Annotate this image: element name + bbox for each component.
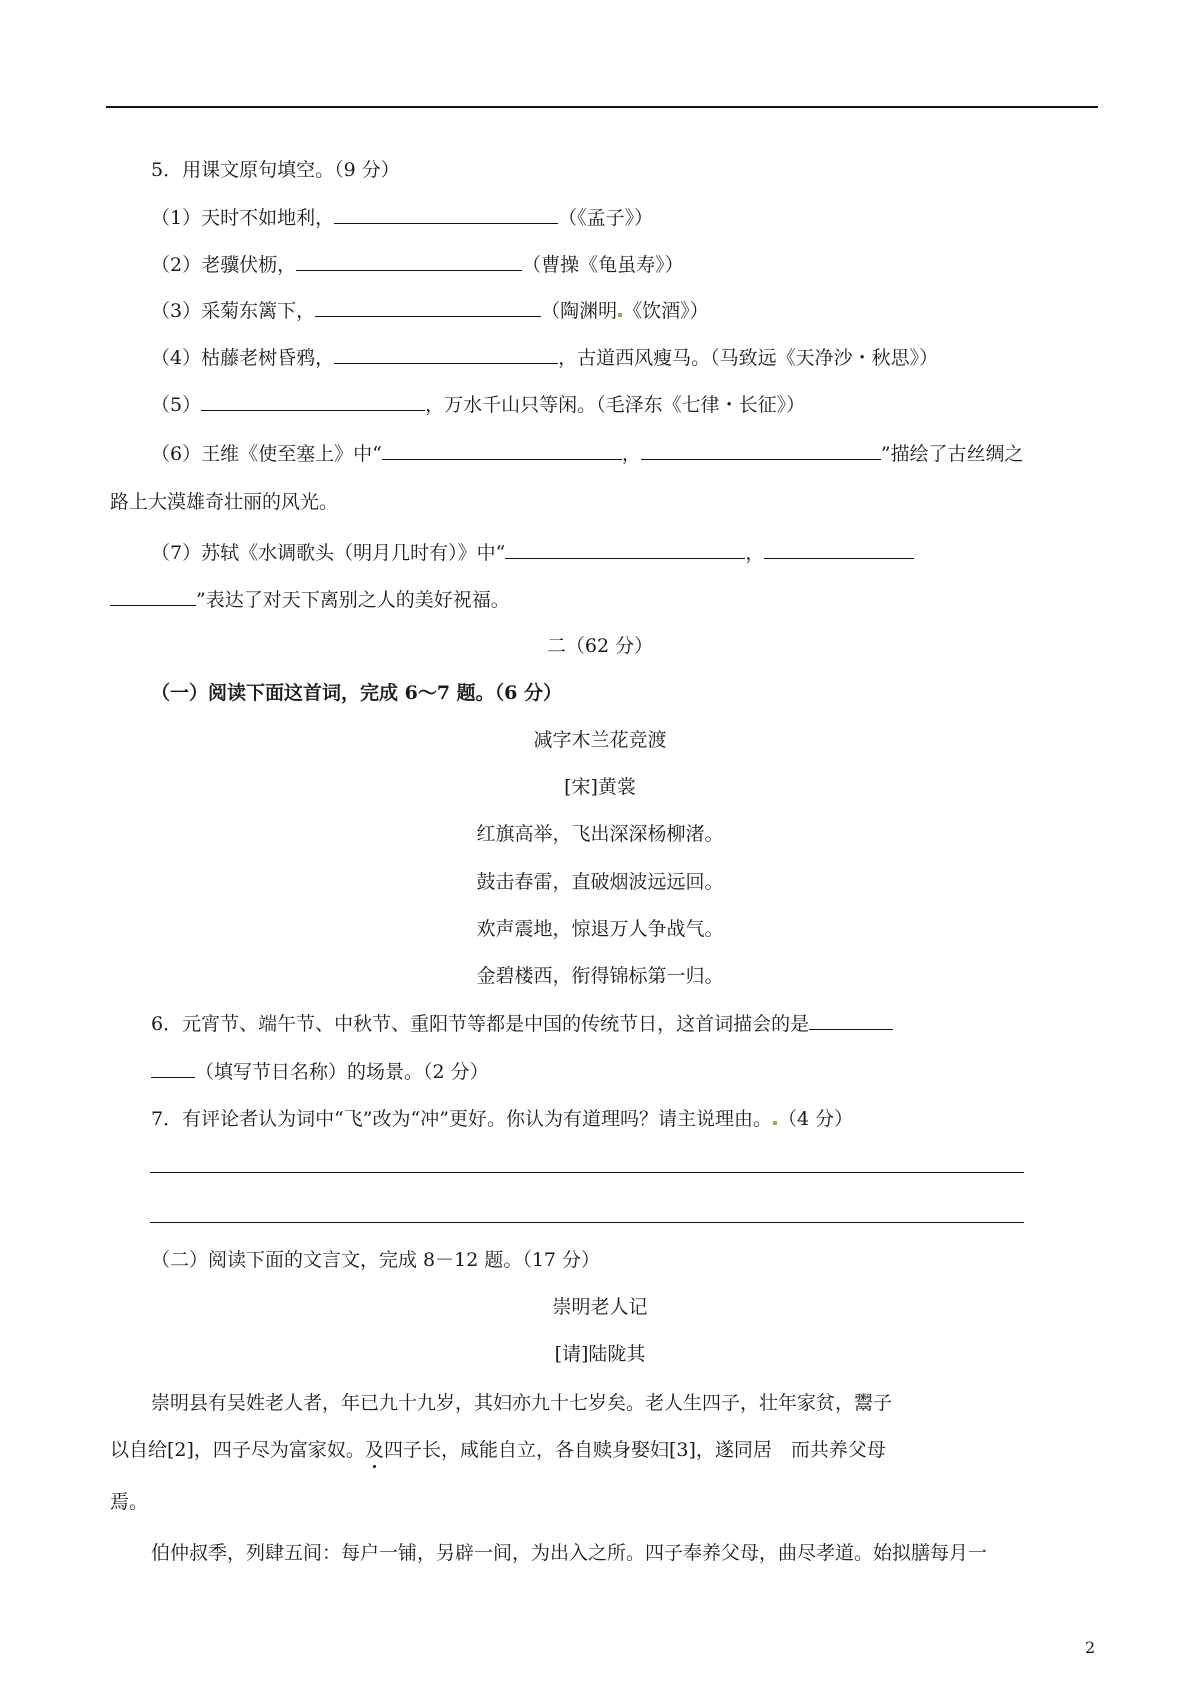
question-7: 7．有评论者认为词中“飞”改为“冲”更好。你认为有道理吗？请主说理由。 （4 分） bbox=[151, 1108, 854, 1130]
q5-item-6-continued: 路上大漠雄奇壮丽的风光。 bbox=[110, 491, 339, 513]
answer-blank[interactable] bbox=[201, 392, 425, 411]
passage-author: [请]陆陇其 bbox=[554, 1343, 646, 1365]
stray-mark bbox=[618, 313, 622, 317]
emphasis-char: 及 bbox=[364, 1439, 384, 1461]
answer-blank[interactable] bbox=[505, 540, 745, 559]
passage-title: 崇明老人记 bbox=[552, 1296, 648, 1318]
poem-title: 减字木兰花竞渡 bbox=[533, 729, 667, 751]
answer-blank[interactable] bbox=[296, 252, 522, 271]
answer-line[interactable] bbox=[150, 1172, 1024, 1173]
q5-item-6: （6）王维《使至塞上》中“ ， ”描绘了古丝绸之 bbox=[151, 443, 1024, 465]
stray-mark bbox=[773, 1121, 777, 1125]
reading-1-heading: （一）阅读下面这首词，完成 6～7 题。（6 分） bbox=[151, 682, 563, 704]
answer-blank[interactable] bbox=[764, 540, 914, 559]
question-6: 6．元宵节、端午节、中秋节、重阳节等都是中国的传统节日，这首词描会的是 bbox=[151, 1011, 893, 1036]
poem-line: 金碧楼西，衔得锦标第一归。 bbox=[476, 965, 724, 987]
q5-item-7: （7）苏轼《水调歌头（明月几时有）》中“ ， bbox=[151, 540, 914, 565]
question-5-heading: 5．用课文原句填空。（9 分） bbox=[151, 159, 400, 181]
question-6-continued: （填写节日名称）的场景。（2 分） bbox=[151, 1059, 489, 1084]
passage-line: 以自给[2]，四子尽为富家奴。及四子长，咸能自立，各自赎身娶妇[3]，遂同居 而共养父母 bbox=[110, 1439, 886, 1461]
page-number: 2 bbox=[1085, 1638, 1096, 1657]
header-rule bbox=[106, 106, 1098, 108]
answer-blank[interactable] bbox=[334, 205, 558, 224]
q5-item-5: （5） ，万水千山只等闲。（毛泽东《七律・长征》） bbox=[151, 394, 806, 416]
part-2-heading: 二（62 分） bbox=[546, 635, 654, 657]
reading-2-heading: （二）阅读下面的文言文，完成 8－12 题。（17 分） bbox=[151, 1249, 601, 1271]
poem-line: 红旗高举，飞出深深杨柳渚。 bbox=[476, 823, 724, 845]
answer-blank[interactable] bbox=[382, 441, 622, 460]
answer-blank[interactable] bbox=[151, 1059, 195, 1078]
q5-item-4: （4）枯藤老树昏鸦， ，古道西风瘦马。（马致远《天净沙・秋思》） bbox=[151, 347, 939, 369]
poem-author: [宋]黄裳 bbox=[564, 776, 636, 798]
q5-item-7-continued: ”表达了对天下离别之人的美好祝福。 bbox=[110, 587, 510, 612]
poem-line: 欢声震地，惊退万人争战气。 bbox=[476, 918, 724, 940]
answer-blank[interactable] bbox=[334, 345, 558, 364]
answer-blank[interactable] bbox=[110, 587, 196, 606]
answer-line[interactable] bbox=[150, 1222, 1024, 1223]
passage-line: 伯仲叔季，列肆五间：每户一铺，另辟一间，为出入之所。四子奉养父母，曲尽孝道。始拟膳每月一 bbox=[151, 1542, 988, 1564]
passage-line: 焉。 bbox=[110, 1491, 149, 1513]
q5-item-3: （3）采菊东篱下， （陶渊明 《饮酒》） bbox=[151, 300, 709, 322]
poem-line: 鼓击春雷，直破烟波远远回。 bbox=[476, 871, 724, 893]
answer-blank[interactable] bbox=[809, 1011, 893, 1030]
answer-blank[interactable] bbox=[641, 441, 881, 460]
answer-blank[interactable] bbox=[315, 298, 541, 317]
passage-line: 崇明县有吴姓老人者，年已九十九岁，其妇亦九十七岁矣。老人生四子，壮年家贫，鬻子 bbox=[151, 1392, 893, 1414]
q5-item-2: （2）老骥伏枥， （曹操《龟虽寿》） bbox=[151, 254, 684, 276]
q5-item-1: （1）天时不如地利， （《孟子》） bbox=[151, 207, 654, 229]
